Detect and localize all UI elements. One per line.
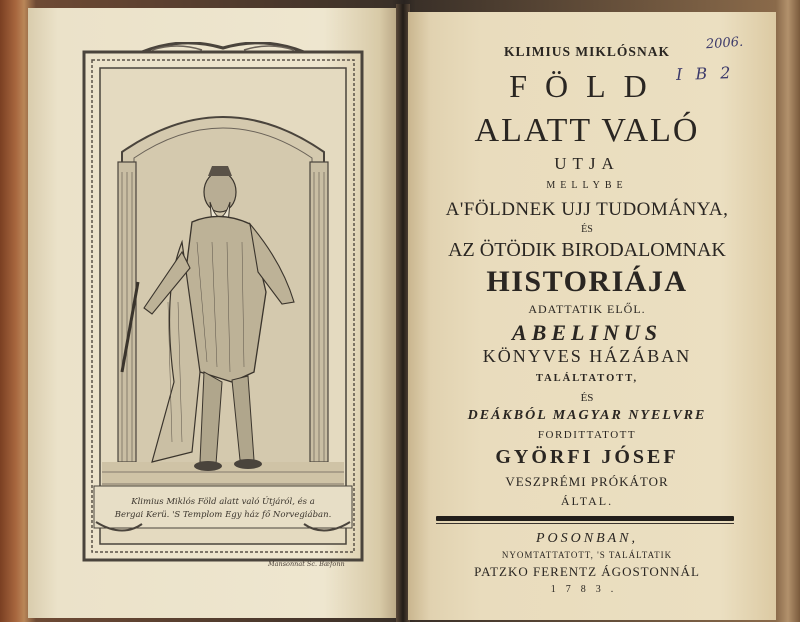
translator-name: GYÖRFI JÓSEF xyxy=(495,446,679,468)
frontispiece-caption xyxy=(100,496,346,522)
title-word-fold: FÖLD xyxy=(509,68,665,104)
talaltatott-line: TALÁLTATOTT, xyxy=(535,373,639,384)
imprint-printer: PATZKO FERENTZ ÁGOSTONNÁL xyxy=(474,564,700,579)
title-alatt-valo: ALATT VALÓ xyxy=(474,112,700,149)
deakbol-line: DEÁKBÓL MAGYAR NYELVRE xyxy=(467,408,707,423)
title-utja: UTJA xyxy=(554,154,620,173)
altal-line: ÁLTAL. xyxy=(560,494,614,508)
es-line: ÉS xyxy=(580,392,594,404)
imprint-year: 1783. xyxy=(550,584,624,595)
fordittatott-line: FORDITTATOTT xyxy=(537,429,637,441)
subtitle-afoldnek: A'FÖLDNEK UJJ TUDOMÁNYA, xyxy=(445,199,729,220)
engraver-signature: Mansonnat Sc. Bæfonn xyxy=(268,560,345,568)
caption-line-1: Klimius Miklós Föld alatt való Útjáról, és a xyxy=(131,497,315,507)
frontispiece-engraving xyxy=(82,42,364,572)
imprint-printed: NYOMTATTATOTT, 'S TALÁLTATIK xyxy=(501,550,673,560)
subtitle-azotodik: AZ ÖTÖDIK BIRODALOMNAK xyxy=(448,239,726,261)
caption-line-2: Bergai Kerü. 'S Templom Egy ház fő Norvegiában. xyxy=(114,510,332,520)
subtitle-historiaja: HISTORIÁJA xyxy=(486,265,688,298)
abelinus-line: ABELINUS xyxy=(511,320,663,345)
subtitle-es: ÉS xyxy=(581,224,593,235)
translator-title: VESZPRÉMI PRÓKÁTOR xyxy=(505,474,669,489)
imprint-place: POSONBAN, xyxy=(535,531,639,546)
subtitle-mellybe: MELLYBE xyxy=(546,180,628,191)
imprint-rule-thin xyxy=(436,523,734,524)
handwritten-shelf-mark: I B 2 xyxy=(675,62,735,85)
konyves-line: KÖNYVES HÁZÁBAN xyxy=(482,346,692,366)
author-line: KLIMIUS MIKLÓSNAK xyxy=(504,44,670,59)
subtitle-adattatik: ADATTATIK ELŐL. xyxy=(528,302,646,316)
handwritten-note: 2006. xyxy=(705,34,744,53)
imprint-rule xyxy=(436,516,734,521)
